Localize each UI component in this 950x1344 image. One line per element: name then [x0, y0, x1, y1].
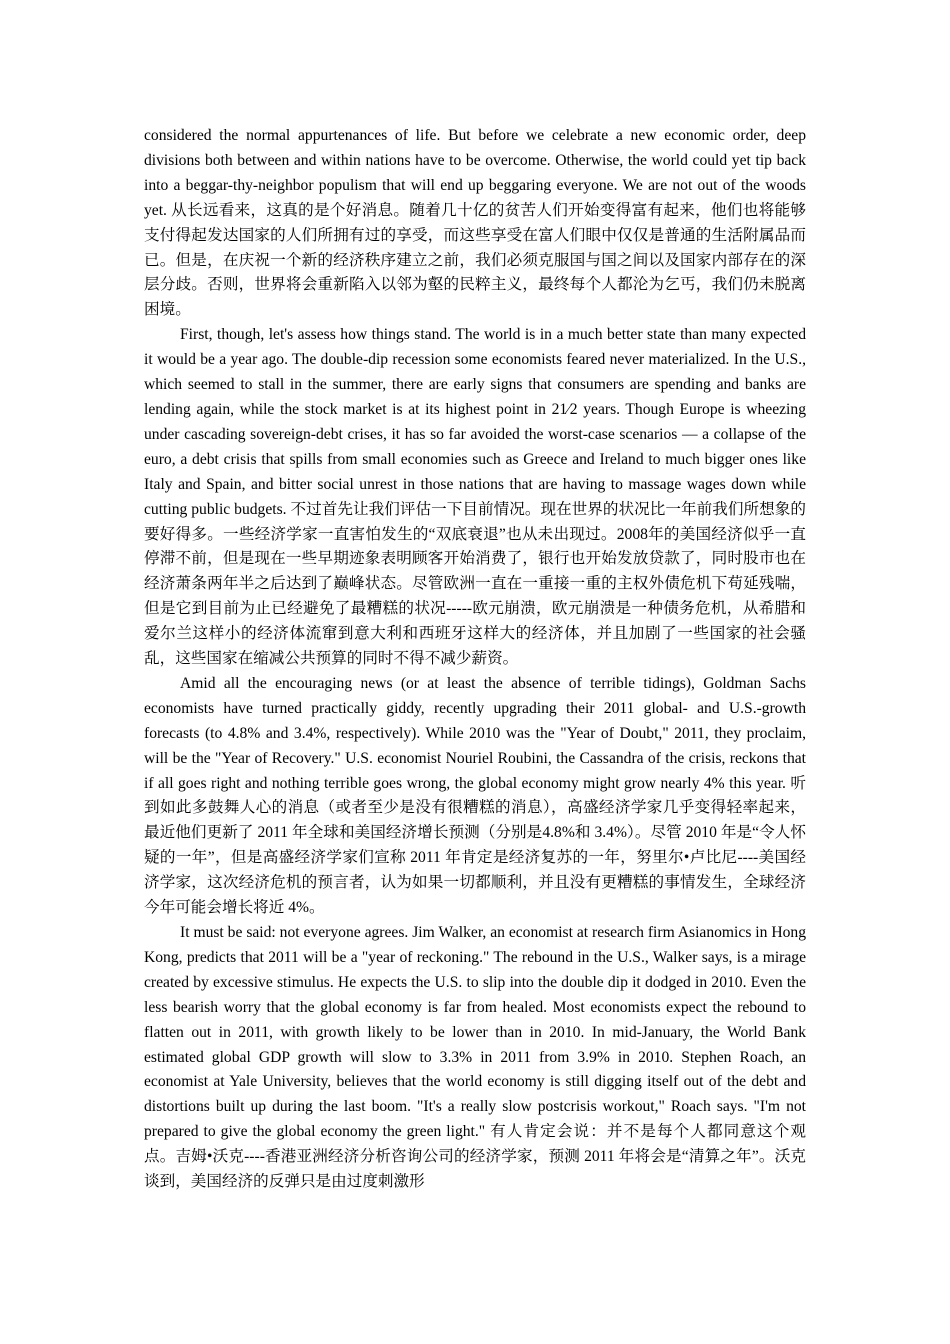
paragraph-outlook: considered the normal appurtenances of life. But before we celebrate a new economic order, deep divisions both between and within nations have to be overcome. Otherwise, the world could yet tip back into a beggar-thy-neighbor populism that will end up beggaring everyone. We are not out of the woods yet. 从长远看来，这真的是个好消息。随着几十亿的贫苦人们开始变得富有起来，他们也将能够支付得起发达国家的人们所拥有过的享受，而这些享受在富人们眼中仅仅是普通的生活附属品而已。但是，在庆祝一个新的经济秩序建立之前，我们必须克服国与国之间以及国家内部存在的深层分歧。否则，世界将会重新陷入以邻为壑的民粹主义，最终每个人都沦为乞丐，我们仍未脱离困境。 [144, 127, 806, 319]
paragraph-dissent: It must be said: not everyone agrees. Jim Walker, an economist at research firm Asianomics in Hong Kong, predicts that 2011 will be a "year of reckoning." The rebound in the U.S., Walker says, is a mirage created by excessive stimulus. He expects the U.S. to slip into the double dip it dodged in 2010. Even the less bearish worry that the global economy is far from healed. Most economists expect the rebound to flatten out in 2011, with growth likely to be lower than in 2010. In mid-January, the World Bank estimated global GDP growth will slow to 3.3% in 2011 from 3.9% in 2010. Stephen Roach, an economist at Yale University, believes that the world economy is still digging itself out of the debt and distortions built up during the last boom. "It's a really slow postcrisis workout," Roach says. "I'm not prepared to give the global economy the green light." 有人肯定会说：并不是每个人都同意这个观点。吉姆•沃克----香港亚洲经济分析咨询公司的经济学家，预测 2011 年将会是“清算之年”。沃克谈到，美国经济的反弹只是由过度刺激形 [144, 924, 806, 1191]
document-page [144, 124, 806, 1195]
paragraph-forecasts: Amid all the encouraging news (or at least the absence of terrible tidings), Goldman Sachs economists have turned practically giddy, recently upgrading their 2011 global- and U.S.-growth forecasts (to 4.8% and 3.4%, respectively). While 2010 was the "Year of Doubt," 2011, they proclaim, will be the "Year of Recovery." U.S. economist Nouriel Roubini, the Cassandra of the crisis, reckons that if all goes right and nothing terrible goes wrong, the global economy might grow nearly 4% this year. 听到如此多鼓舞人心的消息（或者至少是没有很糟糕的消息），高盛经济学家几乎变得轻率起来，最近他们更新了 2011 年全球和美国经济增长预测（分别是4.8%和 3.4%）。尽管 2010 年是“令人怀疑的一年”，但是高盛经济学家们宣称 2011 年肯定是经济复苏的一年，努里尔•卢比尼----美国经济学家，这次经济危机的预言者，认为如果一切都顺利，并且没有更糟糕的事情发生，全球经济今年可能会增长将近 4%。 [144, 674, 806, 917]
paragraph-assessment: First, though, let's assess how things stand. The world is in a much better state than many expected it would be a year ago. The double-dip recession some economists feared never materialized. In the U.S., which seemed to stall in the summer, there are early signs that consumers are spending and banks are lending again, while the stock market is at its highest point in 21⁄2 years. Though Europe is wheezing under cascading sovereign-debt crises, it has so far avoided the worst-case scenarios — a collapse of the euro, a debt crisis that spills from small economies such as Greece and Ireland to much bigger ones like Italy and Spain, and bitter social unrest in those nations that are having to massage wages down while cutting public budgets. 不过首先让我们评估一下目前情况。现在世界的状况比一年前我们所想象的要好得多。一些经济学家一直害怕发生的“双底衰退”也从未出现过。2008年的美国经济似乎一直停滞不前，但是现在一些早期迹象表明顾客开始消费了，银行也开始发放贷款了，同时股市也在经济萧条两年半之后达到了巅峰状态。尽管欧洲一直在一重接一重的主权外债危机下苟延残喘，但是它到目前为止已经避免了最糟糕的状况-----欧元崩溃，欧元崩溃是一种债务危机，从希腊和爱尔兰这样小的经济体流窜到意大利和西班牙这样大的经济体，并且加剧了一些国家的社会骚乱，这些国家在缩减公共预算的同时不得不减少薪资。 [144, 326, 806, 668]
